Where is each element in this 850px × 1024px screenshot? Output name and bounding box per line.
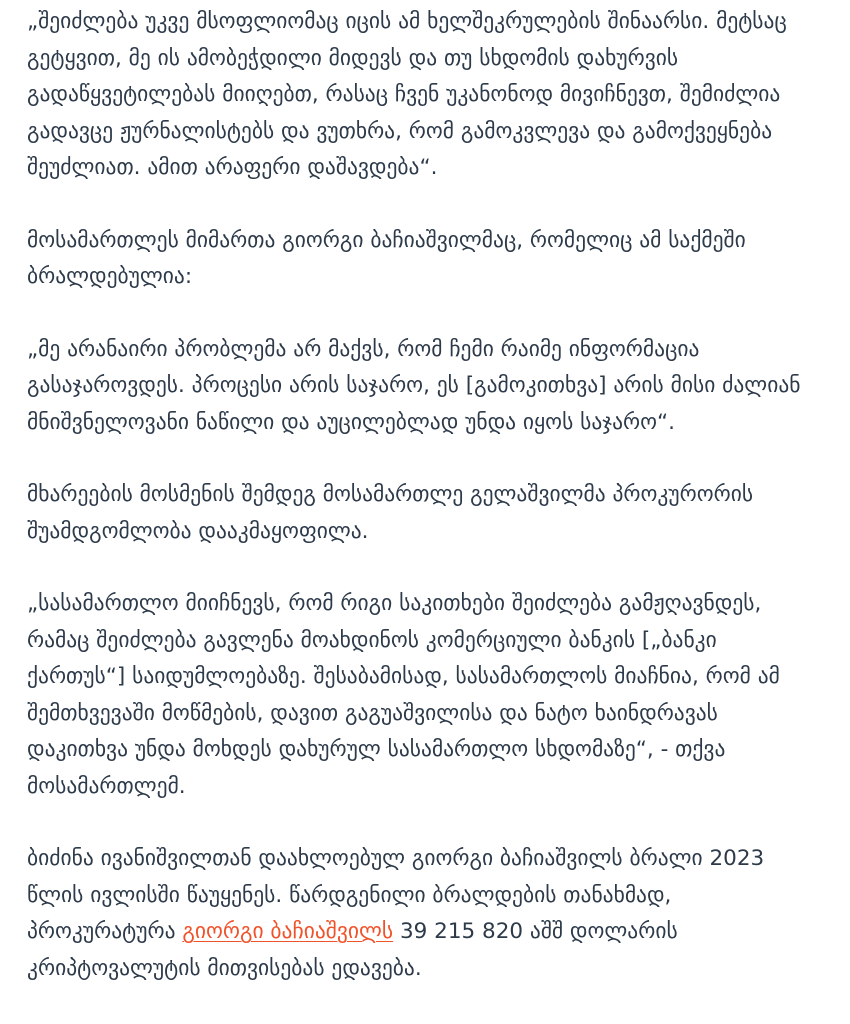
quote-paragraph-1: „შეიძლება უკვე მსოფლიომაც იცის ამ ხელშეკრულების შინაარსი. მეტსაც გეტყვით, მე ის ამობეჭდილი მიდევს და თუ სხდომის დახურვის გადაწყვეტილებას მიიღებთ, რასაც ჩვენ უკანონოდ მივიჩნევთ, შემიძლია გადავცე ჟურნალისტებს და ვუთხრა, რომ გამოკვლევა და გამოქვეყნება შეუძლიათ. ამით არაფერი დაშავდება“.: [27, 9, 787, 180]
quote-paragraph-5: „სასამართლო მიიჩნევს, რომ რიგი საკითხები შეიძლება გამჟღავნდეს, რამაც შეიძლება გავლენა მოახდინოს კომერციული ბანკის [„ბანკი ქართუს“] საიდუმლოებაზე. შესაბამისად, სასამართლოს მიაჩნია, რომ ამ შემთხვევაში მოწმების, დავით გაგუაშვილისა და ნატო ხაინდრავას დაკითხვა უნდა მოხდეს დახურულ სასამართლო სხდომაზე“, - თქვა მოსამართლემ.: [27, 591, 780, 799]
paragraph-6-text-after: 39 215 820 აშშ დოლარის კრიპტოვალუტის მითვისებას ედავება.: [27, 919, 678, 981]
paragraph-6-text-before: ბიძინა ივანიშვილთან დაახლოებულ გიორგი ბაჩიაშვილს ბრალი 2023 წლის ივლისში წაუყენეს. წარდგენილი ბრალდების თანახმად, პროკურატურა: [27, 846, 765, 944]
paragraph-2: მოსამართლეს მიმართა გიორგი ბაჩიაშვილმაც, რომელიც ამ საქმეში ბრალდებულია:: [27, 227, 746, 289]
paragraph-6: [27, 841, 850, 987]
paragraph-4: მხარეების მოსმენის შემდეგ მოსამართლე გელაშვილმა პროკურორის შუამდგომლობა დააკმაყოფილა.: [27, 482, 754, 544]
person-link[interactable]: გიორგი ბაჩიაშვილს: [182, 919, 394, 944]
quote-paragraph-3: „მე არანაირი პრობლემა არ მაქვს, რომ ჩემი რაიმე ინფორმაცია გასაჯაროვდეს. პროცესი არის საჯარო, ეს [გამოკითხვა] არის მისი ძალიან მნიშვნელოვანი ნაწილი და აუცილებლად უნდა იყოს საჯარო“.: [27, 336, 801, 435]
article-body: [27, 4, 850, 987]
